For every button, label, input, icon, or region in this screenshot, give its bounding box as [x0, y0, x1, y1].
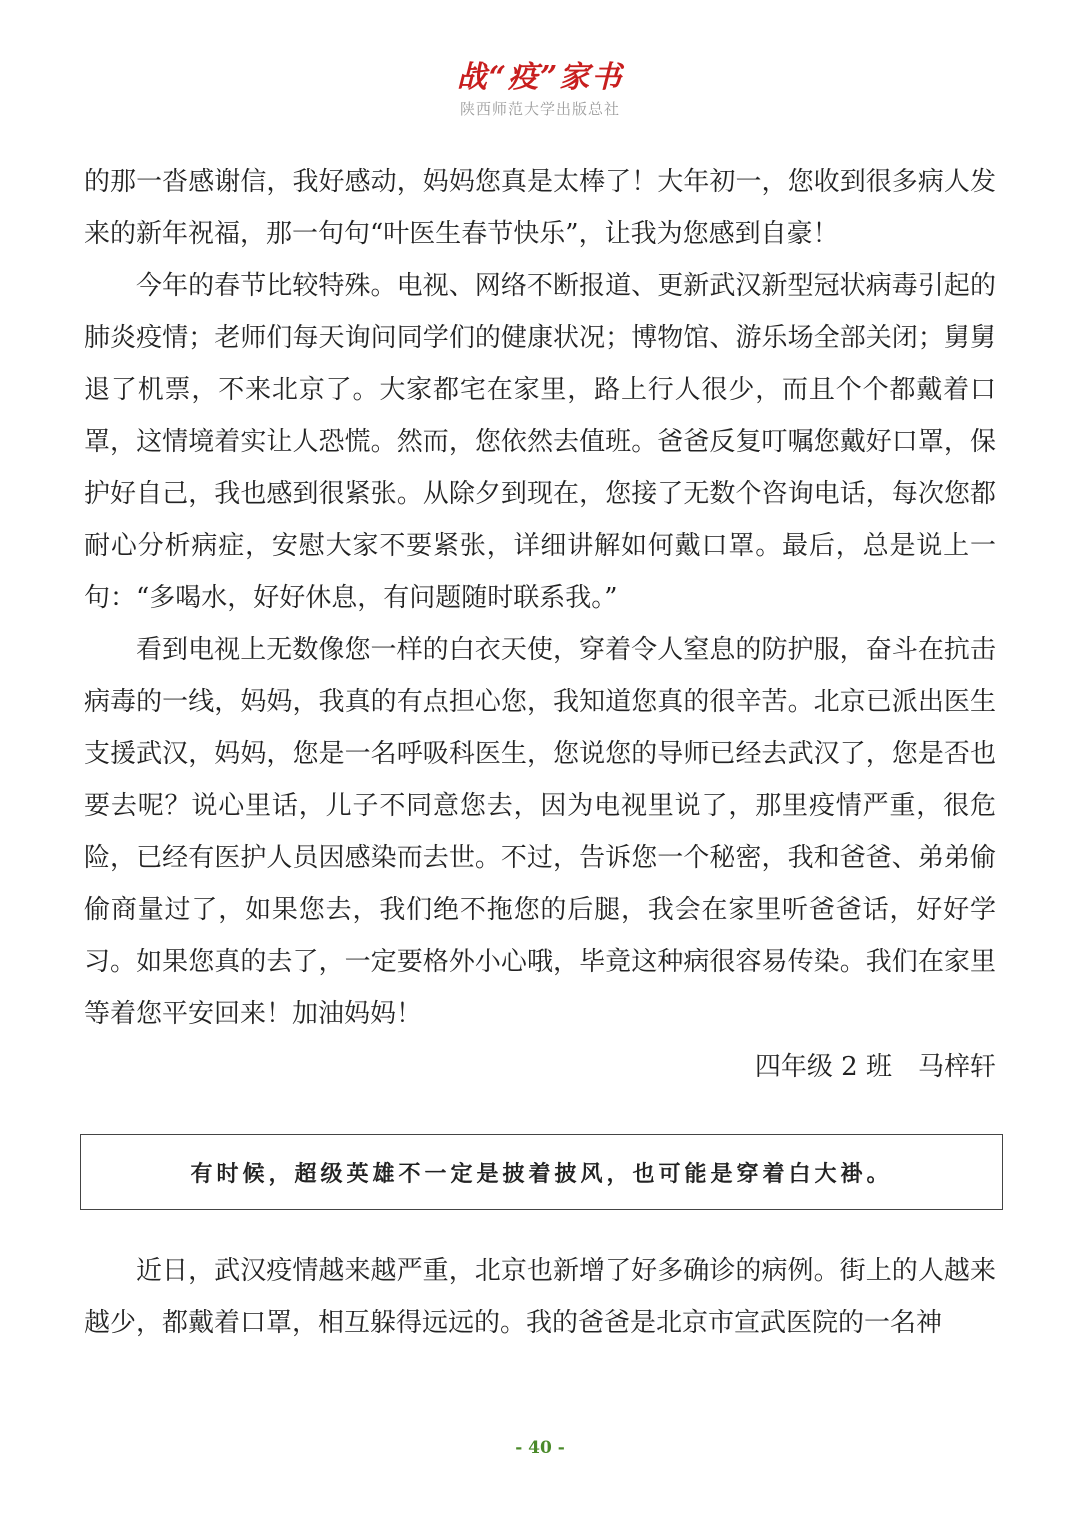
quote-text: 有时候，超级英雄不一定是披着披风，也可能是穿着白大褂。	[190, 1161, 893, 1187]
letter-paragraph-1: 的那一沓感谢信，我好感动，妈妈您真是太棒了！大年初一，您收到很多病人发来的新年祝福，那一句句“叶医生春节快乐”，让我为您感到自豪！	[84, 167, 996, 249]
quote-box	[80, 1134, 1003, 1210]
letter-signature: 四年级 2 班 马梓轩	[754, 1052, 996, 1082]
publisher-name: 陕西师范大学出版总社	[459, 100, 620, 118]
letter-paragraph-3: 看到电视上无数像您一样的白衣天使，穿着令人窒息的防护服，奋斗在抗击病毒的一线，妈妈，我真的有点担心您，我知道您真的很辛苦。北京已派出医生支援武汉，妈妈，您是一名呼吸科医生，您说您的导师已经去武汉了，您是否也要去呢？说心里话，儿子不同意您去，因为电视里说了，那里疫情严重，很危险，已经有医护人员因感染而去世。不过，告诉您一个秘密，我和爸爸、弟弟偷偷商量过了，如果您去，我们绝不拖您的后腿，我会在家里听爸爸话，好好学习。如果您真的去了，一定要格外小心哦，毕竟这种病很容易传染。我们在家里等着您平安回来！加油妈妈！	[84, 635, 996, 1029]
letter-paragraph-2: 今年的春节比较特殊。电视、网络不断报道、更新武汉新型冠状病毒引起的肺炎疫情；老师们每天询问同学们的健康状况；博物馆、游乐场全部关闭；舅舅退了机票，不来北京了。大家都宅在家里，路上行人很少，而且个个都戴着口罩，这情境着实让人恐慌。然而，您依然去值班。爸爸反复叮嘱您戴好口罩，保护好自己，我也感到很紧张。从除夕到现在，您接了无数个咨询电话，每次您都耐心分析病症，安慰大家不要紧张，详细讲解如何戴口罩。最后，总是说上一句：“多喝水，好好休息，有问题随时联系我。”	[84, 271, 996, 613]
page-header	[0, 58, 1080, 120]
letter2-paragraph-1: 近日，武汉疫情越来越严重，北京也新增了好多确诊的病例。街上的人越来越少，都戴着口罩，相互躲得远远的。我的爸爸是北京市宣武医院的一名神	[84, 1256, 996, 1338]
page-number: - 40 -	[515, 1438, 565, 1458]
book-title: 战“疫”家书	[456, 60, 624, 95]
